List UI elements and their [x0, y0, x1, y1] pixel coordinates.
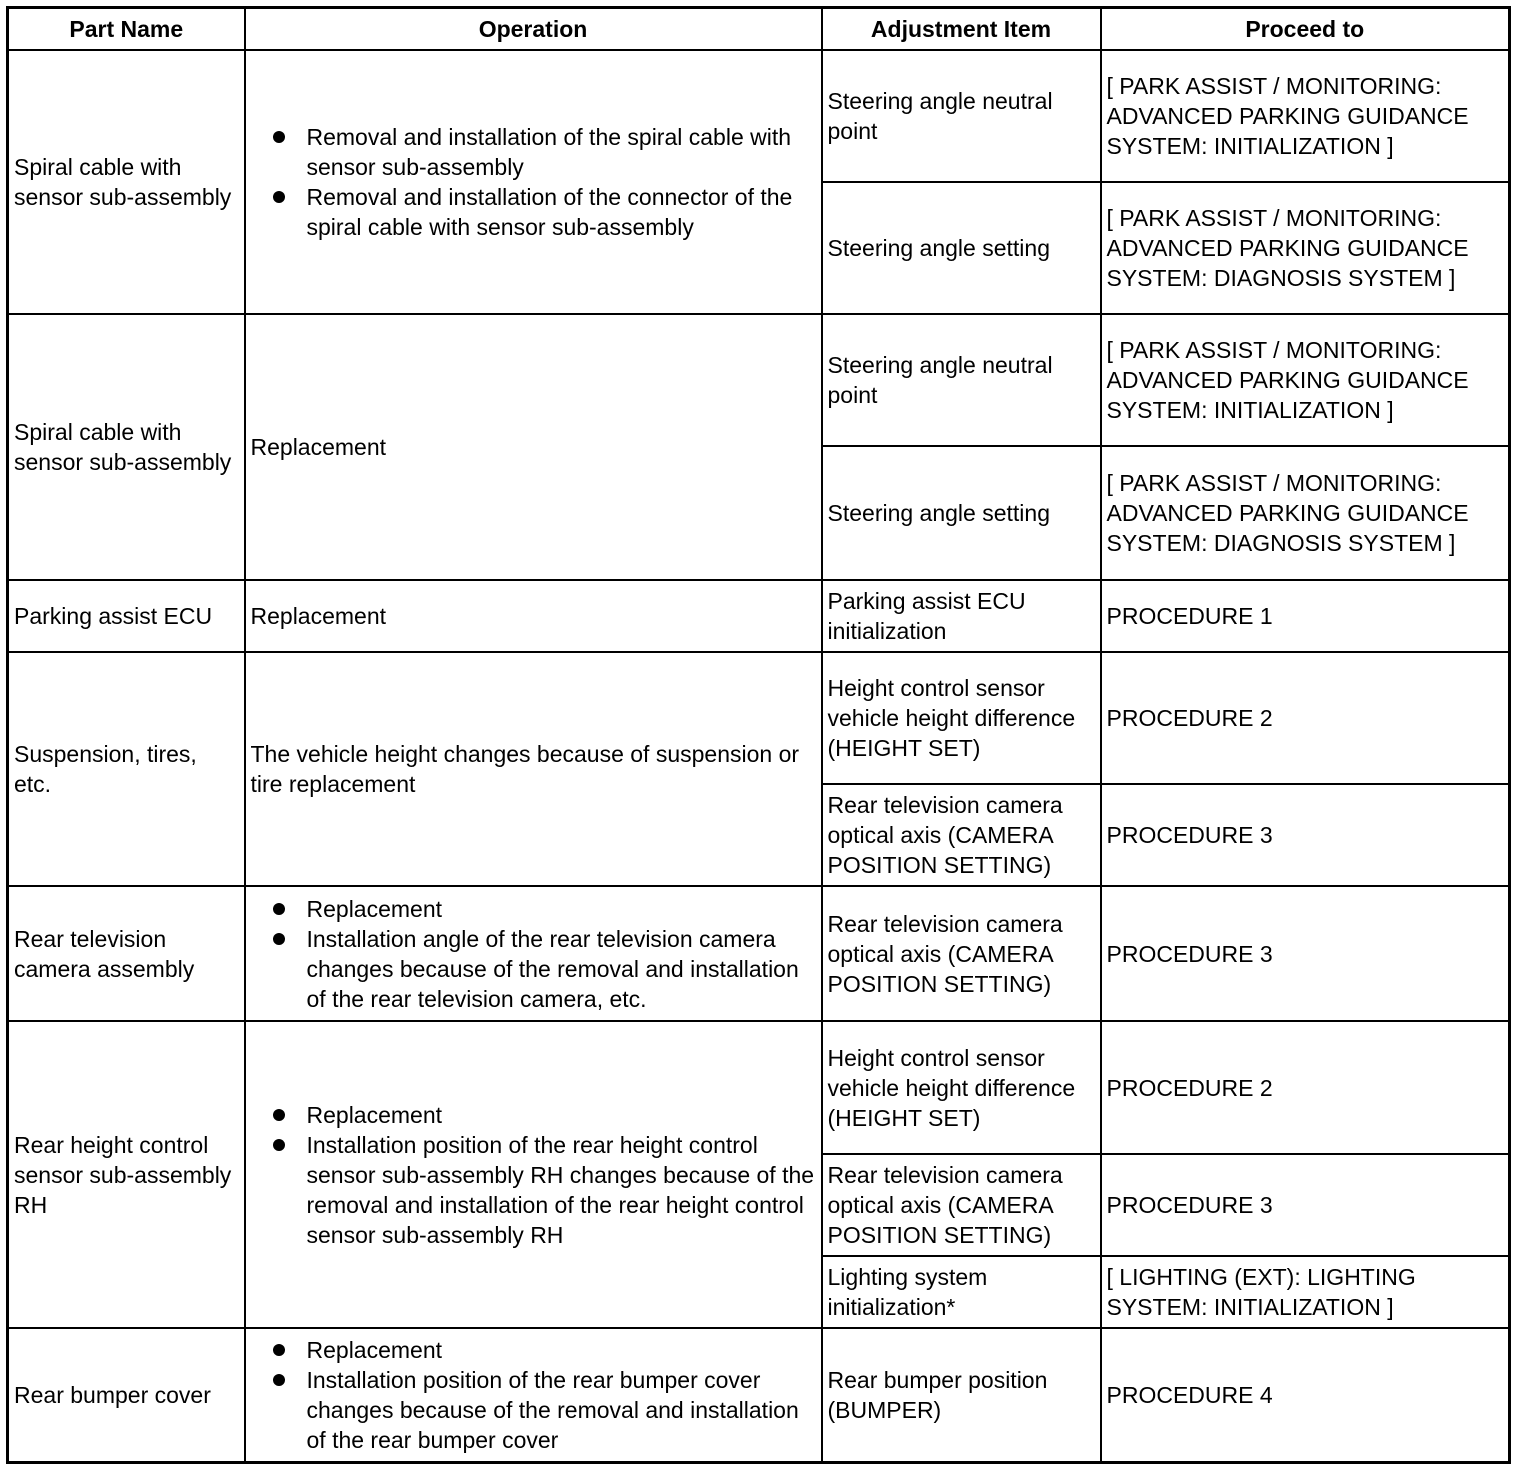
part-cell: Rear television camera assembly	[8, 886, 245, 1021]
adjustment-table	[6, 6, 1511, 1464]
list-item: Installation angle of the rear television camera changes because of the removal and installation of the rear television camera, etc.	[273, 924, 816, 1014]
proceed-cell: PROCEDURE 4	[1101, 1328, 1510, 1462]
table-row	[8, 652, 1510, 784]
table-row	[8, 1328, 1510, 1462]
list-item: Installation position of the rear bumper cover changes because of the removal and installation of the rear bumper cover	[273, 1365, 816, 1455]
adjustment-item-cell: Rear television camera optical axis (CAMERA POSITION SETTING)	[822, 784, 1101, 886]
table-row	[8, 50, 1510, 182]
header-adjustment-item: Adjustment Item	[822, 8, 1101, 50]
operation-cell: The vehicle height changes because of suspension or tire replacement	[245, 652, 822, 886]
adjustment-item-cell: Steering angle setting	[822, 446, 1101, 579]
operation-cell	[245, 1021, 822, 1328]
operation-cell	[245, 1328, 822, 1462]
adjustment-item-cell: Rear television camera optical axis (CAMERA POSITION SETTING)	[822, 886, 1101, 1021]
proceed-link-cell[interactable]: [ PARK ASSIST / MONITORING: ADVANCED PARKING GUIDANCE SYSTEM: DIAGNOSIS SYSTEM ]	[1101, 182, 1510, 314]
proceed-cell: PROCEDURE 3	[1101, 784, 1510, 886]
table-row	[8, 1021, 1510, 1153]
adjustment-item-cell: Lighting system initialization*	[822, 1256, 1101, 1328]
adjustment-item-cell: Steering angle setting	[822, 182, 1101, 314]
adjustment-item-cell: Rear bumper position (BUMPER)	[822, 1328, 1101, 1462]
part-cell: Parking assist ECU	[8, 580, 245, 652]
operation-list	[251, 1335, 816, 1455]
header-operation: Operation	[245, 8, 822, 50]
header-proceed-to: Proceed to	[1101, 8, 1510, 50]
adjustment-item-cell: Rear television camera optical axis (CAMERA POSITION SETTING)	[822, 1154, 1101, 1256]
part-cell: Spiral cable with sensor sub-assembly	[8, 314, 245, 580]
proceed-link-cell[interactable]: [ PARK ASSIST / MONITORING: ADVANCED PARKING GUIDANCE SYSTEM: INITIALIZATION ]	[1101, 314, 1510, 446]
proceed-link-cell[interactable]: [ PARK ASSIST / MONITORING: ADVANCED PARKING GUIDANCE SYSTEM: INITIALIZATION ]	[1101, 50, 1510, 182]
list-item: Installation position of the rear height control sensor sub-assembly RH changes because of the removal and installation of the rear height control sensor sub-assembly RH	[273, 1130, 816, 1250]
list-item: Replacement	[273, 1335, 816, 1365]
proceed-cell: PROCEDURE 2	[1101, 652, 1510, 784]
table-row	[8, 314, 1510, 446]
part-cell: Rear height control sensor sub-assembly RH	[8, 1021, 245, 1328]
table-row	[8, 886, 1510, 1021]
operation-list	[251, 894, 816, 1014]
proceed-link-cell[interactable]: [ PARK ASSIST / MONITORING: ADVANCED PARKING GUIDANCE SYSTEM: DIAGNOSIS SYSTEM ]	[1101, 446, 1510, 579]
adjustment-item-cell: Steering angle neutral point	[822, 50, 1101, 182]
document-page	[6, 6, 1508, 1464]
operation-list	[251, 122, 816, 242]
operation-cell: Replacement	[245, 314, 822, 580]
adjustment-item-cell: Parking assist ECU initialization	[822, 580, 1101, 652]
operation-cell	[245, 886, 822, 1021]
operation-cell: Replacement	[245, 580, 822, 652]
adjustment-item-cell: Height control sensor vehicle height difference (HEIGHT SET)	[822, 652, 1101, 784]
part-cell: Suspension, tires, etc.	[8, 652, 245, 886]
header-row	[8, 8, 1510, 50]
proceed-cell: PROCEDURE 2	[1101, 1021, 1510, 1153]
adjustment-item-cell: Height control sensor vehicle height difference (HEIGHT SET)	[822, 1021, 1101, 1153]
part-cell: Spiral cable with sensor sub-assembly	[8, 50, 245, 315]
proceed-cell: PROCEDURE 3	[1101, 1154, 1510, 1256]
table-row	[8, 580, 1510, 652]
proceed-link-cell[interactable]: [ LIGHTING (EXT): LIGHTING SYSTEM: INITIALIZATION ]	[1101, 1256, 1510, 1328]
proceed-cell: PROCEDURE 3	[1101, 886, 1510, 1021]
list-item: Removal and installation of the spiral cable with sensor sub-assembly	[273, 122, 816, 182]
operation-list	[251, 1100, 816, 1250]
header-part-name: Part Name	[8, 8, 245, 50]
list-item: Replacement	[273, 894, 816, 924]
proceed-cell: PROCEDURE 1	[1101, 580, 1510, 652]
operation-cell	[245, 50, 822, 315]
part-cell: Rear bumper cover	[8, 1328, 245, 1462]
list-item: Replacement	[273, 1100, 816, 1130]
adjustment-item-cell: Steering angle neutral point	[822, 314, 1101, 446]
list-item: Removal and installation of the connector of the spiral cable with sensor sub-assembly	[273, 182, 816, 242]
